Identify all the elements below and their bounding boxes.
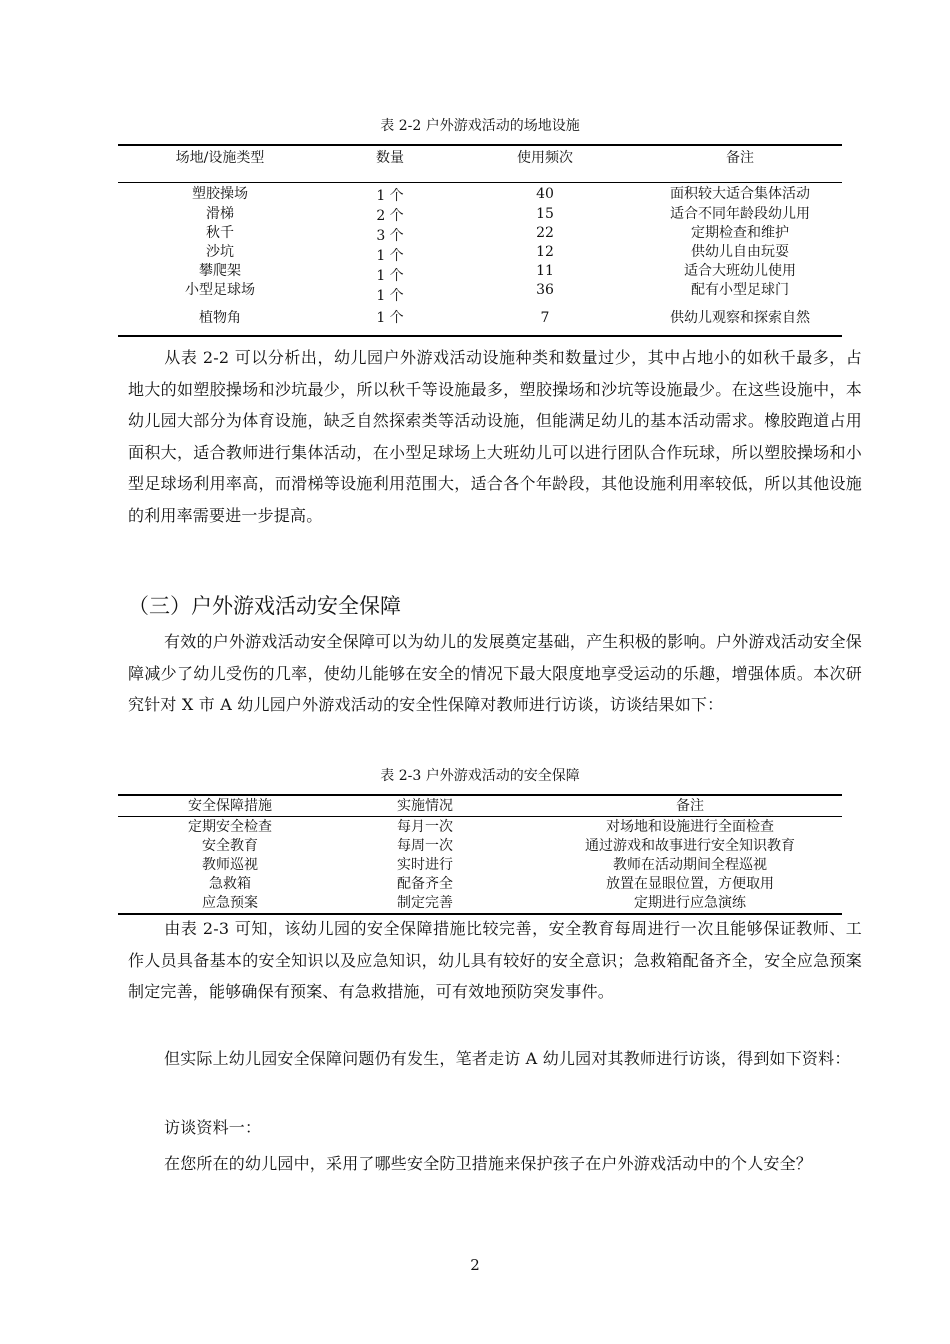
table1-row-type: 沙坑: [206, 244, 234, 260]
table2-row-status: 实时进行: [397, 857, 453, 873]
table1-row-type: 秋千: [206, 225, 234, 241]
table1-row-note: 供幼儿自由玩耍: [691, 244, 789, 260]
section-heading: （三）户外游戏活动安全保障: [128, 594, 401, 618]
table1-row-type: 植物角: [199, 310, 241, 326]
table1-header-note: 备注: [726, 150, 754, 166]
table1-row-frequency: 7: [540, 310, 550, 326]
paragraph: [128, 1043, 862, 1075]
paragraph-text: 有效的户外游戏活动安全保障可以为幼儿的发展奠定基础，产生积极的影响。户外游戏活动安全保障减少了幼儿受伤的几率，使幼儿能够在安全的情况下最大限度地享受运动的乐趣，增强体质。本次研究针对 X 市 A 幼儿园户外游戏活动的安全性保障对教师进行访谈，访谈结果如下：: [128, 632, 862, 714]
table1-row-frequency: 12: [536, 244, 554, 260]
table2-row-status: 配备齐全: [397, 876, 453, 892]
table2-header-status: 实施情况: [397, 798, 453, 814]
table2-row-note: 对场地和设施进行全面检查: [606, 819, 774, 835]
table2-top-rule: [118, 794, 842, 796]
table1-row-frequency: 36: [536, 282, 554, 298]
table1-row-frequency: 15: [536, 206, 554, 222]
table2-row-measure: 安全教育: [202, 838, 258, 854]
paragraph: [128, 1148, 862, 1180]
table1-row-frequency: 22: [536, 225, 554, 241]
table1-row-count: 1 个: [376, 188, 404, 204]
table2-row-status: 每周一次: [397, 838, 453, 854]
table1-row-note: 配有小型足球门: [691, 282, 789, 298]
table1-row-type: 攀爬架: [199, 263, 241, 279]
table1-row-count: 2 个: [376, 208, 404, 224]
table2-header-measure: 安全保障措施: [188, 798, 272, 814]
paragraph: [128, 1112, 862, 1144]
table2-row-measure: 急救箱: [209, 876, 251, 892]
table2-row-status: 制定完善: [397, 895, 453, 911]
table1-row-count: 1 个: [376, 310, 404, 326]
table2-row-status: 每月一次: [397, 819, 453, 835]
table1-row-frequency: 40: [536, 186, 554, 202]
paragraph-text: 但实际上幼儿园安全保障问题仍有发生，笔者走访 A 幼儿园对其教师进行访谈，得到如下资料：: [164, 1049, 851, 1068]
table1-header-count: 数量: [376, 150, 404, 166]
table1-row-frequency: 11: [536, 263, 554, 279]
table1-row-type: 滑梯: [206, 206, 234, 222]
paragraph-text: 从表 2-2 可以分析出，幼儿园户外游戏活动设施种类和数量过少，其中占地小的如秋千最多，占地大的如塑胶操场和沙坑最少，所以秋千等设施最多，塑胶操场和沙坑等设施最少。在这些设施中，本幼儿园大部分为体育设施，缺乏自然探索类等活动设施，但能满足幼儿的基本活动需求。橡胶跑道占用面积大，适合教师进行集体活动，在小型足球场上大班幼儿可以进行团队合作玩球，所以塑胶操场和小型足球场利用率高，而滑梯等设施利用范围大，适合各个年龄段，其他设施利用率较低，所以其他设施的利用率需要进一步提高。: [128, 348, 862, 525]
table2-row-note: 通过游戏和故事进行安全知识教育: [585, 838, 795, 854]
table1-row-note: 定期检查和维护: [691, 225, 789, 241]
table1-row-note: 适合不同年龄段幼儿用: [670, 206, 810, 222]
table1-caption: 表 2-2 户外游戏活动的场地设施: [380, 118, 580, 134]
paragraph: [128, 626, 862, 721]
table1-row-type: 小型足球场: [185, 282, 255, 298]
table2-row-measure: 应急预案: [202, 895, 258, 911]
table1-top-rule: [118, 144, 842, 146]
table1-bottom-rule: [118, 335, 842, 337]
table1-row-count: 1 个: [376, 248, 404, 264]
table2-header-note: 备注: [676, 798, 704, 814]
table1-row-count: 1 个: [376, 268, 404, 284]
paragraph: [128, 342, 862, 531]
table1-row-count: 1 个: [376, 288, 404, 304]
page-number: 2: [470, 1256, 480, 1274]
table2-row-note: 放置在显眼位置，方便取用: [606, 876, 774, 892]
paragraph: [128, 913, 862, 1008]
table2-header-rule: [118, 816, 842, 817]
table1-row-note: 供幼儿观察和探索自然: [670, 310, 810, 326]
table2-row-measure: 教师巡视: [202, 857, 258, 873]
table2-caption: 表 2-3 户外游戏活动的安全保障: [380, 768, 580, 784]
table1-row-count: 3 个: [376, 228, 404, 244]
table1-row-note: 适合大班幼儿使用: [684, 263, 796, 279]
table2-row-note: 定期进行应急演练: [634, 895, 746, 911]
paragraph-text: 在您所在的幼儿园中，采用了哪些安全防卫措施来保护孩子在户外游戏活动中的个人安全？: [164, 1154, 813, 1173]
paragraph-text: 由表 2-3 可知，该幼儿园的安全保障措施比较完善，安全教育每周进行一次且能够保证教师、工作人员具备基本的安全知识以及应急知识，幼儿具有较好的安全意识；急救箱配备齐全，安全应急预案制定完善，能够确保有预案、有急救措施，可有效地预防突发事件。: [128, 919, 862, 1001]
table1-header-frequency: 使用频次: [517, 150, 573, 166]
table2-row-measure: 定期安全检查: [188, 819, 272, 835]
table1-row-type: 塑胶操场: [192, 186, 248, 202]
paragraph-text: 访谈资料一：: [164, 1118, 262, 1137]
table1-header-rule: [118, 182, 842, 183]
table2-row-note: 教师在活动期间全程巡视: [613, 857, 767, 873]
table1-row-note: 面积较大适合集体活动: [670, 186, 810, 202]
table1-header-type: 场地/设施类型: [175, 150, 265, 166]
